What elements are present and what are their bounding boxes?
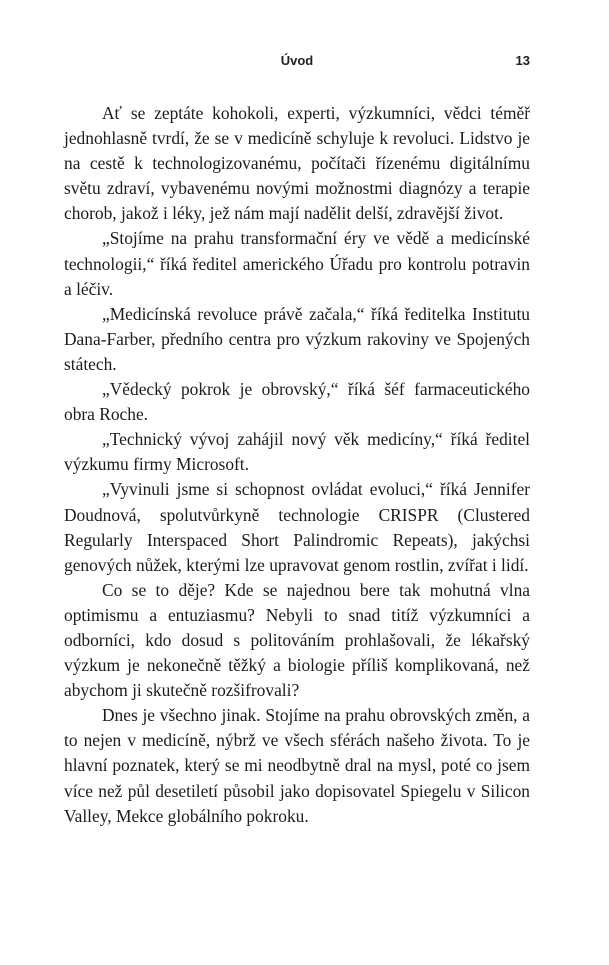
paragraph: „Stojíme na prahu transformační éry ve vědě a medicínské technologii,“ říká ředitel amerického Úřadu pro kontrolu potravin a léčiv. (64, 228, 530, 299)
paragraph: Dnes je všechno jinak. Stojíme na prahu obrovských změn, a to nejen v medicíně, nýbrž ve všech sférách našeho života. To je hlavní poznatek, který se mi neodbytně dral na mysl, poté co jsem více než půl desetiletí působil jako dopisovatel Spiegelu v Silicon Valley, Mekce globálního pokroku. (64, 705, 530, 826)
body-text (64, 101, 530, 829)
paragraph: „Vyvinuli jsme si schopnost ovládat evoluci,“ říká Jennifer Doudnová, spolutvůrkyně technologie CRISPR (Clustered Regularly Interspaced Short Palindromic Repeats), jakýchsi genových nůžek, kterými lze upravovat genom rostlin, zvířat i lidí. (64, 479, 530, 575)
paragraph: „Technický vývoj zahájil nový věk medicíny,“ říká ředitel výzkumu firmy Microsoft. (64, 429, 530, 475)
running-header (64, 53, 530, 73)
page-number: 13 (515, 53, 530, 68)
paragraph: „Medicínská revoluce právě začala,“ říká ředitelka Institutu Dana-Farber, předního centra pro výzkum rakoviny ve Spojených státech. (64, 303, 530, 374)
chapter-title: Úvod (280, 53, 314, 68)
paragraph: Ať se zeptáte kohokoli, experti, výzkumníci, vědci téměř jednohlasně tvrdí, že se v medicíně schyluje k revoluci. Lidstvo je na cestě k technologizovanému, počítači řízenému digitálnímu světu zdraví, vybavenému novými možnostmi diagnózy a terapie chorob, jakož i léky, jež nám mají nadělit delší, zdravější život. (64, 103, 530, 224)
paragraph: Co se to děje? Kde se najednou bere tak mohutná vlna optimismu a entuziasmu? Nebyli to snad titíž výzkumníci a odborníci, kdo dosud s politováním prohlašovali, že lékařský výzkum je nekonečně těžký a biologie příliš komplikovaná, než abychom ji skutečně rozšifrovali? (64, 579, 530, 701)
paragraph: „Vědecký pokrok je obrovský,“ říká šéf farmaceutického obra Roche. (64, 379, 530, 425)
